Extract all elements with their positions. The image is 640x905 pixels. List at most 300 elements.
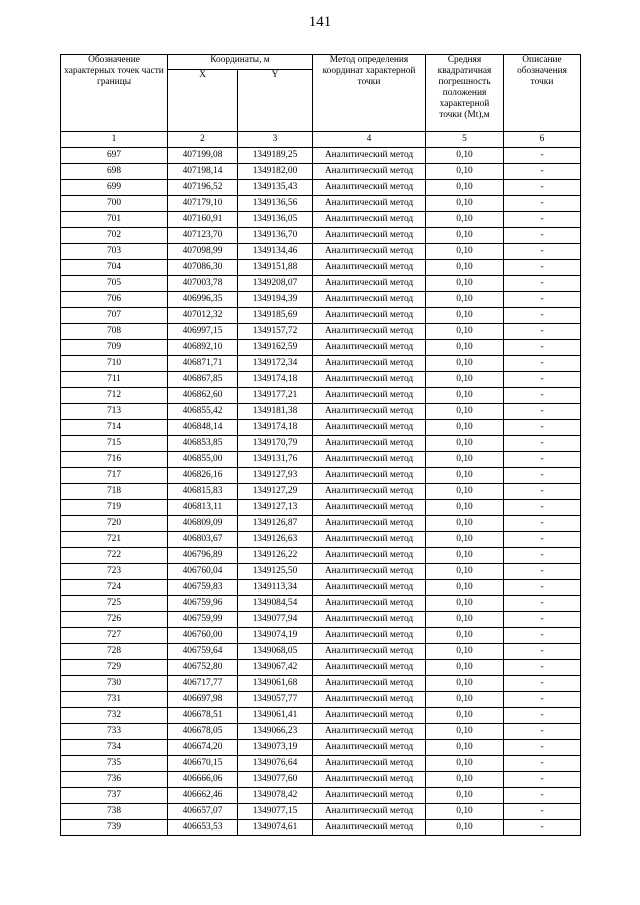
cell-point-id: 726	[61, 612, 168, 628]
cell-mean-square-error: 0,10	[426, 292, 504, 308]
cell-coord-x: 406996,35	[168, 292, 238, 308]
cell-coord-y: 1349194,39	[238, 292, 313, 308]
cell-method: Аналитический метод	[313, 148, 426, 164]
table-row	[61, 388, 581, 404]
cell-point-description: -	[504, 196, 581, 212]
cell-coord-y: 1349061,68	[238, 676, 313, 692]
cell-point-id: 720	[61, 516, 168, 532]
cell-method: Аналитический метод	[313, 164, 426, 180]
cell-point-id: 699	[61, 180, 168, 196]
cell-point-description: -	[504, 468, 581, 484]
table-row	[61, 244, 581, 260]
cell-coord-x: 406697,98	[168, 692, 238, 708]
table-row	[61, 580, 581, 596]
cell-point-description: -	[504, 436, 581, 452]
cell-point-description: -	[504, 612, 581, 628]
cell-point-description: -	[504, 756, 581, 772]
cell-point-id: 701	[61, 212, 168, 228]
cell-point-description: -	[504, 388, 581, 404]
cell-coord-x: 407179,10	[168, 196, 238, 212]
cell-coord-y: 1349074,61	[238, 820, 313, 836]
cell-coord-y: 1349057,77	[238, 692, 313, 708]
cell-coord-x: 406809,09	[168, 516, 238, 532]
cell-coord-y: 1349127,29	[238, 484, 313, 500]
column-number: 6	[504, 132, 581, 148]
header-point-designation: Обозначение характерных точек части границы	[61, 55, 168, 132]
cell-point-id: 709	[61, 340, 168, 356]
table-row	[61, 740, 581, 756]
cell-point-description: -	[504, 212, 581, 228]
cell-method: Аналитический метод	[313, 788, 426, 804]
cell-point-id: 700	[61, 196, 168, 212]
table-row	[61, 468, 581, 484]
cell-coord-x: 406760,00	[168, 628, 238, 644]
cell-point-id: 728	[61, 644, 168, 660]
cell-point-id: 719	[61, 500, 168, 516]
cell-point-id: 697	[61, 148, 168, 164]
cell-coord-x: 406752,80	[168, 660, 238, 676]
table-row	[61, 148, 581, 164]
cell-coord-x: 406759,64	[168, 644, 238, 660]
table-row	[61, 436, 581, 452]
cell-mean-square-error: 0,10	[426, 644, 504, 660]
cell-point-id: 717	[61, 468, 168, 484]
table-row	[61, 420, 581, 436]
cell-point-description: -	[504, 308, 581, 324]
cell-point-id: 704	[61, 260, 168, 276]
table-row	[61, 196, 581, 212]
cell-point-id: 706	[61, 292, 168, 308]
table-row	[61, 452, 581, 468]
cell-mean-square-error: 0,10	[426, 324, 504, 340]
cell-coord-y: 1349174,18	[238, 372, 313, 388]
cell-method: Аналитический метод	[313, 820, 426, 836]
cell-coord-y: 1349126,22	[238, 548, 313, 564]
cell-method: Аналитический метод	[313, 228, 426, 244]
cell-point-id: 727	[61, 628, 168, 644]
cell-method: Аналитический метод	[313, 804, 426, 820]
cell-method: Аналитический метод	[313, 404, 426, 420]
cell-method: Аналитический метод	[313, 612, 426, 628]
cell-coord-x: 406871,71	[168, 356, 238, 372]
column-number: 2	[168, 132, 238, 148]
cell-point-description: -	[504, 276, 581, 292]
cell-mean-square-error: 0,10	[426, 388, 504, 404]
cell-method: Аналитический метод	[313, 500, 426, 516]
cell-method: Аналитический метод	[313, 452, 426, 468]
cell-coord-y: 1349162,59	[238, 340, 313, 356]
cell-point-description: -	[504, 164, 581, 180]
cell-method: Аналитический метод	[313, 724, 426, 740]
header-x: X	[168, 70, 238, 132]
cell-mean-square-error: 0,10	[426, 788, 504, 804]
header-method: Метод определения координат характерной точки	[313, 55, 426, 132]
cell-coord-x: 406813,11	[168, 500, 238, 516]
cell-coord-y: 1349077,15	[238, 804, 313, 820]
cell-point-description: -	[504, 324, 581, 340]
cell-method: Аналитический метод	[313, 292, 426, 308]
cell-method: Аналитический метод	[313, 580, 426, 596]
cell-coord-x: 406826,16	[168, 468, 238, 484]
table-row	[61, 516, 581, 532]
table-row	[61, 772, 581, 788]
cell-coord-y: 1349174,18	[238, 420, 313, 436]
cell-coord-y: 1349076,64	[238, 756, 313, 772]
table-row	[61, 164, 581, 180]
cell-mean-square-error: 0,10	[426, 276, 504, 292]
cell-mean-square-error: 0,10	[426, 564, 504, 580]
cell-mean-square-error: 0,10	[426, 548, 504, 564]
header-y: Y	[238, 70, 313, 132]
cell-coord-x: 407198,14	[168, 164, 238, 180]
cell-point-id: 718	[61, 484, 168, 500]
cell-point-id: 708	[61, 324, 168, 340]
column-number: 3	[238, 132, 313, 148]
cell-coord-y: 1349170,79	[238, 436, 313, 452]
boundary-points-table	[60, 54, 581, 836]
cell-method: Аналитический метод	[313, 740, 426, 756]
cell-coord-y: 1349073,19	[238, 740, 313, 756]
cell-coord-x: 406678,51	[168, 708, 238, 724]
cell-point-id: 723	[61, 564, 168, 580]
cell-point-id: 734	[61, 740, 168, 756]
cell-point-description: -	[504, 372, 581, 388]
cell-coord-x: 406678,05	[168, 724, 238, 740]
cell-method: Аналитический метод	[313, 660, 426, 676]
table-row	[61, 228, 581, 244]
cell-mean-square-error: 0,10	[426, 532, 504, 548]
cell-method: Аналитический метод	[313, 212, 426, 228]
cell-coord-x: 406803,67	[168, 532, 238, 548]
cell-point-description: -	[504, 820, 581, 836]
cell-point-description: -	[504, 244, 581, 260]
cell-mean-square-error: 0,10	[426, 820, 504, 836]
cell-point-description: -	[504, 292, 581, 308]
cell-method: Аналитический метод	[313, 644, 426, 660]
cell-point-description: -	[504, 180, 581, 196]
cell-mean-square-error: 0,10	[426, 676, 504, 692]
cell-coord-x: 407160,91	[168, 212, 238, 228]
cell-point-id: 702	[61, 228, 168, 244]
cell-method: Аналитический метод	[313, 308, 426, 324]
table-row	[61, 612, 581, 628]
cell-point-description: -	[504, 788, 581, 804]
cell-coord-y: 1349127,13	[238, 500, 313, 516]
header-point-description: Описание обозначения точки	[504, 55, 581, 132]
cell-method: Аналитический метод	[313, 244, 426, 260]
cell-point-id: 729	[61, 660, 168, 676]
table-row	[61, 676, 581, 692]
cell-mean-square-error: 0,10	[426, 516, 504, 532]
cell-point-description: -	[504, 740, 581, 756]
page-number: 141	[308, 14, 332, 30]
cell-point-id: 713	[61, 404, 168, 420]
cell-coord-x: 407199,08	[168, 148, 238, 164]
cell-point-description: -	[504, 548, 581, 564]
cell-coord-y: 1349084,54	[238, 596, 313, 612]
cell-method: Аналитический метод	[313, 260, 426, 276]
column-number: 1	[61, 132, 168, 148]
cell-coord-y: 1349074,19	[238, 628, 313, 644]
cell-coord-y: 1349151,88	[238, 260, 313, 276]
table-row	[61, 660, 581, 676]
cell-coord-y: 1349067,42	[238, 660, 313, 676]
cell-coord-y: 1349125,50	[238, 564, 313, 580]
cell-mean-square-error: 0,10	[426, 452, 504, 468]
cell-point-description: -	[504, 500, 581, 516]
cell-point-id: 730	[61, 676, 168, 692]
cell-coord-x: 406759,83	[168, 580, 238, 596]
cell-point-description: -	[504, 452, 581, 468]
table-body	[61, 148, 581, 836]
cell-method: Аналитический метод	[313, 692, 426, 708]
cell-mean-square-error: 0,10	[426, 756, 504, 772]
cell-point-description: -	[504, 772, 581, 788]
cell-coord-x: 406759,99	[168, 612, 238, 628]
cell-coord-y: 1349113,34	[238, 580, 313, 596]
cell-coord-x: 406674,20	[168, 740, 238, 756]
cell-coord-x: 406892,10	[168, 340, 238, 356]
column-number: 4	[313, 132, 426, 148]
cell-coord-x: 406666,06	[168, 772, 238, 788]
cell-mean-square-error: 0,10	[426, 244, 504, 260]
cell-mean-square-error: 0,10	[426, 340, 504, 356]
cell-method: Аналитический метод	[313, 628, 426, 644]
cell-coord-y: 1349078,42	[238, 788, 313, 804]
cell-point-description: -	[504, 148, 581, 164]
cell-mean-square-error: 0,10	[426, 484, 504, 500]
header-mean-square-error: Средняя квадратичная погрешность положения характерной точки (Mt),м	[426, 55, 504, 132]
cell-method: Аналитический метод	[313, 596, 426, 612]
cell-point-id: 724	[61, 580, 168, 596]
cell-mean-square-error: 0,10	[426, 196, 504, 212]
table-row	[61, 564, 581, 580]
cell-mean-square-error: 0,10	[426, 612, 504, 628]
cell-coord-x: 406717,77	[168, 676, 238, 692]
cell-coord-x: 406759,96	[168, 596, 238, 612]
cell-coord-y: 1349131,76	[238, 452, 313, 468]
cell-point-id: 703	[61, 244, 168, 260]
cell-mean-square-error: 0,10	[426, 772, 504, 788]
cell-mean-square-error: 0,10	[426, 212, 504, 228]
cell-point-description: -	[504, 420, 581, 436]
cell-point-id: 710	[61, 356, 168, 372]
cell-coord-x: 406848,14	[168, 420, 238, 436]
cell-coord-x: 407098,99	[168, 244, 238, 260]
cell-coord-y: 1349185,69	[238, 308, 313, 324]
cell-coord-y: 1349189,25	[238, 148, 313, 164]
table-row	[61, 804, 581, 820]
cell-coord-y: 1349068,05	[238, 644, 313, 660]
cell-coord-y: 1349077,94	[238, 612, 313, 628]
cell-mean-square-error: 0,10	[426, 740, 504, 756]
table-row	[61, 308, 581, 324]
cell-coord-y: 1349182,00	[238, 164, 313, 180]
cell-point-id: 737	[61, 788, 168, 804]
table-row	[61, 644, 581, 660]
cell-coord-y: 1349126,63	[238, 532, 313, 548]
cell-point-description: -	[504, 260, 581, 276]
cell-coord-x: 406862,60	[168, 388, 238, 404]
cell-coord-x: 406853,85	[168, 436, 238, 452]
cell-mean-square-error: 0,10	[426, 148, 504, 164]
cell-method: Аналитический метод	[313, 676, 426, 692]
cell-coord-y: 1349181,38	[238, 404, 313, 420]
table-row	[61, 372, 581, 388]
cell-point-description: -	[504, 692, 581, 708]
cell-coord-x: 406657,07	[168, 804, 238, 820]
cell-mean-square-error: 0,10	[426, 580, 504, 596]
cell-point-id: 725	[61, 596, 168, 612]
cell-point-description: -	[504, 340, 581, 356]
table-row	[61, 484, 581, 500]
cell-coord-y: 1349136,05	[238, 212, 313, 228]
cell-coord-x: 407003,78	[168, 276, 238, 292]
table-row	[61, 404, 581, 420]
cell-point-id: 705	[61, 276, 168, 292]
cell-coord-y: 1349172,34	[238, 356, 313, 372]
cell-mean-square-error: 0,10	[426, 180, 504, 196]
cell-point-description: -	[504, 356, 581, 372]
cell-point-description: -	[504, 564, 581, 580]
cell-coord-x: 406670,15	[168, 756, 238, 772]
table-row	[61, 356, 581, 372]
cell-method: Аналитический метод	[313, 372, 426, 388]
cell-mean-square-error: 0,10	[426, 708, 504, 724]
column-numbers-row	[61, 132, 581, 148]
cell-mean-square-error: 0,10	[426, 164, 504, 180]
table-row	[61, 212, 581, 228]
cell-mean-square-error: 0,10	[426, 436, 504, 452]
cell-point-id: 712	[61, 388, 168, 404]
cell-point-description: -	[504, 708, 581, 724]
cell-coord-y: 1349066,23	[238, 724, 313, 740]
cell-coord-x: 406855,42	[168, 404, 238, 420]
cell-coord-y: 1349208,07	[238, 276, 313, 292]
cell-point-id: 711	[61, 372, 168, 388]
cell-point-description: -	[504, 804, 581, 820]
cell-coord-x: 406662,46	[168, 788, 238, 804]
cell-method: Аналитический метод	[313, 196, 426, 212]
cell-coord-y: 1349136,70	[238, 228, 313, 244]
cell-method: Аналитический метод	[313, 276, 426, 292]
table-row	[61, 276, 581, 292]
cell-method: Аналитический метод	[313, 180, 426, 196]
cell-point-id: 714	[61, 420, 168, 436]
cell-point-description: -	[504, 404, 581, 420]
table-row	[61, 340, 581, 356]
cell-coord-x: 406855,00	[168, 452, 238, 468]
cell-method: Аналитический метод	[313, 484, 426, 500]
cell-point-description: -	[504, 596, 581, 612]
cell-coord-x: 407012,32	[168, 308, 238, 324]
cell-coord-y: 1349126,87	[238, 516, 313, 532]
cell-method: Аналитический метод	[313, 420, 426, 436]
cell-point-id: 732	[61, 708, 168, 724]
cell-mean-square-error: 0,10	[426, 404, 504, 420]
cell-point-description: -	[504, 580, 581, 596]
cell-coord-y: 1349157,72	[238, 324, 313, 340]
cell-coord-x: 406653,53	[168, 820, 238, 836]
cell-coord-y: 1349134,46	[238, 244, 313, 260]
cell-mean-square-error: 0,10	[426, 372, 504, 388]
cell-coord-x: 406997,15	[168, 324, 238, 340]
table-row	[61, 708, 581, 724]
cell-mean-square-error: 0,10	[426, 420, 504, 436]
cell-point-id: 707	[61, 308, 168, 324]
cell-point-id: 738	[61, 804, 168, 820]
cell-coord-y: 1349061,41	[238, 708, 313, 724]
cell-method: Аналитический метод	[313, 756, 426, 772]
cell-point-id: 736	[61, 772, 168, 788]
cell-mean-square-error: 0,10	[426, 660, 504, 676]
cell-point-description: -	[504, 228, 581, 244]
cell-point-description: -	[504, 484, 581, 500]
cell-method: Аналитический метод	[313, 436, 426, 452]
cell-point-id: 721	[61, 532, 168, 548]
cell-point-description: -	[504, 628, 581, 644]
cell-point-id: 735	[61, 756, 168, 772]
cell-coord-y: 1349136,56	[238, 196, 313, 212]
cell-coord-x: 407123,70	[168, 228, 238, 244]
cell-method: Аналитический метод	[313, 548, 426, 564]
cell-method: Аналитический метод	[313, 468, 426, 484]
cell-mean-square-error: 0,10	[426, 260, 504, 276]
cell-point-id: 733	[61, 724, 168, 740]
cell-coord-y: 1349077,60	[238, 772, 313, 788]
cell-mean-square-error: 0,10	[426, 724, 504, 740]
cell-point-description: -	[504, 724, 581, 740]
cell-method: Аналитический метод	[313, 340, 426, 356]
cell-point-id: 716	[61, 452, 168, 468]
table-row	[61, 500, 581, 516]
table-row	[61, 260, 581, 276]
header-coordinates: Координаты, м	[168, 55, 313, 70]
cell-coord-x: 406796,89	[168, 548, 238, 564]
cell-point-description: -	[504, 516, 581, 532]
table-row	[61, 292, 581, 308]
cell-method: Аналитический метод	[313, 772, 426, 788]
cell-coord-x: 407086,30	[168, 260, 238, 276]
cell-coord-y: 1349177,21	[238, 388, 313, 404]
cell-method: Аналитический метод	[313, 324, 426, 340]
cell-point-description: -	[504, 644, 581, 660]
table-row	[61, 692, 581, 708]
table-row	[61, 628, 581, 644]
table-row	[61, 180, 581, 196]
cell-method: Аналитический метод	[313, 516, 426, 532]
cell-mean-square-error: 0,10	[426, 692, 504, 708]
cell-coord-x: 407196,52	[168, 180, 238, 196]
cell-mean-square-error: 0,10	[426, 804, 504, 820]
cell-point-description: -	[504, 532, 581, 548]
cell-coord-x: 406867,85	[168, 372, 238, 388]
cell-mean-square-error: 0,10	[426, 356, 504, 372]
table-row	[61, 548, 581, 564]
table-row	[61, 756, 581, 772]
column-number: 5	[426, 132, 504, 148]
cell-method: Аналитический метод	[313, 356, 426, 372]
cell-coord-x: 406815,83	[168, 484, 238, 500]
cell-point-id: 739	[61, 820, 168, 836]
cell-coord-y: 1349135,43	[238, 180, 313, 196]
cell-point-description: -	[504, 660, 581, 676]
cell-mean-square-error: 0,10	[426, 468, 504, 484]
table-row	[61, 324, 581, 340]
cell-method: Аналитический метод	[313, 708, 426, 724]
table-row	[61, 724, 581, 740]
table-row	[61, 596, 581, 612]
